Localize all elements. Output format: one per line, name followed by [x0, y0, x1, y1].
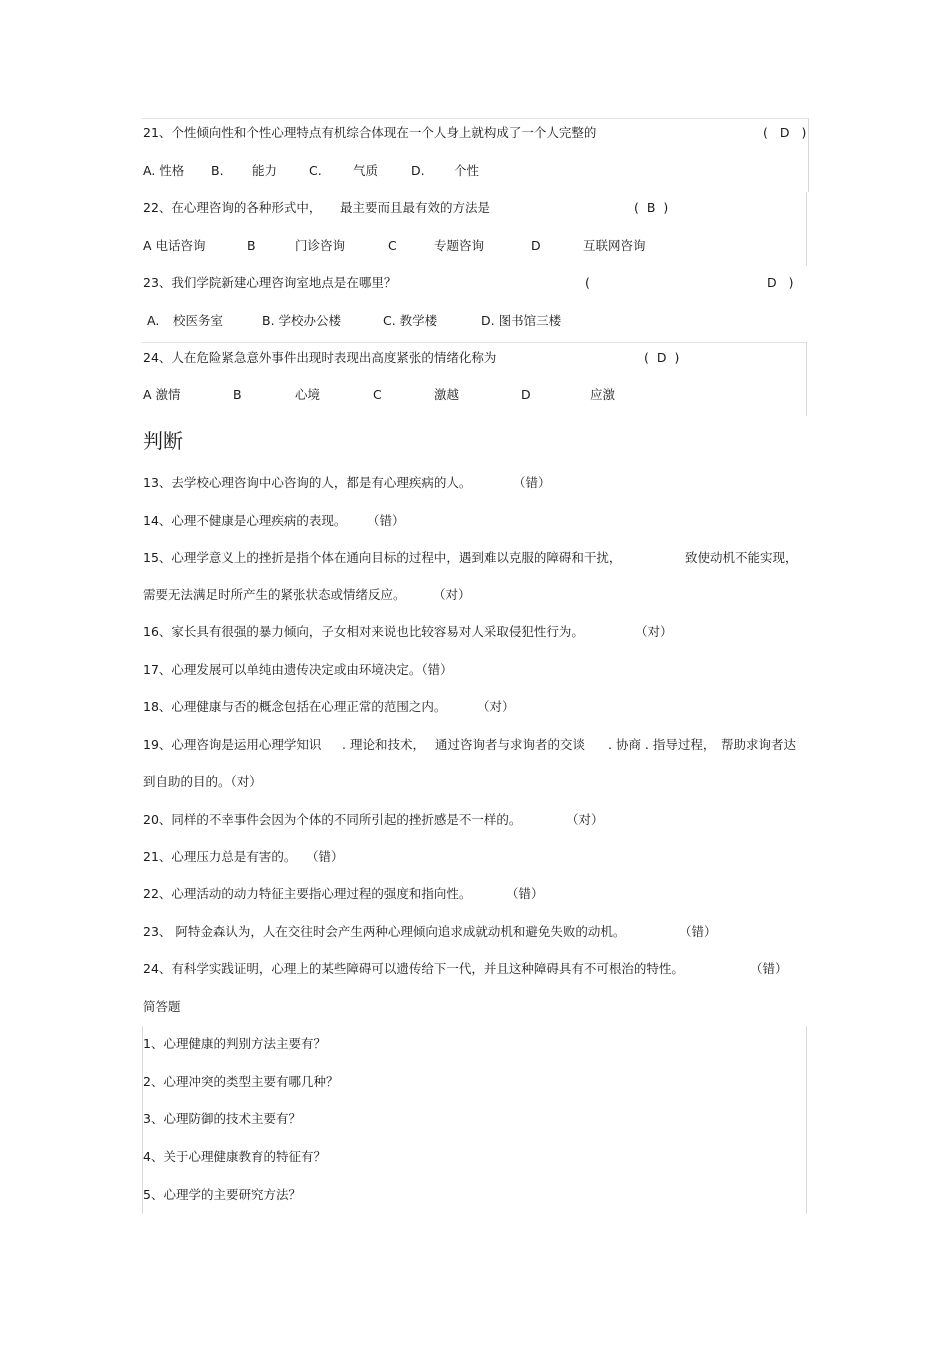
- judge-item-15-text-a: 15、心理学意义上的挫折是指个体在通向目标的过程中，遇到难以克服的障碍和干扰，: [143, 550, 622, 565]
- judge-item-17-text: 17、心理发展可以单纯由遗传决定或由环境决定。（错）: [143, 662, 453, 677]
- judge-item-24-answer: （错）: [750, 961, 788, 976]
- q22-option-b-letter: B: [247, 238, 256, 253]
- question-22-stem-b: 最主要而且最有效的方法是: [340, 200, 491, 215]
- question-22-answer: ( B ): [634, 200, 669, 215]
- q24-option-d-text: 应激: [590, 387, 616, 402]
- judge-item-22-text: 22、心理活动的动力特征主要指心理过程的强度和指向性。: [143, 886, 472, 901]
- table-border-right-q21: [808, 118, 809, 192]
- q23-option-d: D. 图书馆三楼: [481, 313, 562, 328]
- q23-option-c: C. 教学楼: [383, 313, 438, 328]
- q21-option-b-text: 能力: [252, 163, 278, 178]
- q24-option-b-text: 心境: [295, 387, 321, 402]
- question-24-answer: ( D ): [644, 350, 680, 365]
- judge-item-19-text-d: . 协商 . 指导过程，: [608, 737, 716, 752]
- judge-item-21-answer: （错）: [306, 849, 344, 864]
- table-border-top-q24: [142, 342, 806, 343]
- q22-option-b-text: 门诊咨询: [295, 238, 346, 253]
- table-border-right-short: [806, 1026, 807, 1214]
- question-23-answer-close: D ): [767, 275, 794, 290]
- q23-option-b: B. 学校办公楼: [262, 313, 342, 328]
- q21-option-a: A. 性格: [143, 163, 185, 178]
- judge-item-19-text-e: 帮助求询者达: [721, 737, 797, 752]
- q22-option-d-text: 互联网咨询: [583, 238, 646, 253]
- judge-item-20-text: 20、同样的不幸事件会因为个体的不同所引起的挫折感是不一样的。: [143, 812, 522, 827]
- judge-item-18-text: 18、心理健康与否的概念包括在心理正常的范围之内。: [143, 699, 447, 714]
- q22-option-a: A 电话咨询: [143, 238, 206, 253]
- question-21-answer: ( D ): [763, 125, 807, 140]
- judge-item-19-text-a: 19、心理咨询是运用心理学知识: [143, 737, 322, 752]
- question-23-answer-open: (: [585, 275, 590, 290]
- judge-item-20-answer: （对）: [566, 812, 604, 827]
- q21-option-d-letter: D.: [411, 163, 425, 178]
- q22-option-c-letter: C: [388, 238, 397, 253]
- q21-option-b-letter: B.: [211, 163, 224, 178]
- judge-item-22-answer: （错）: [506, 886, 544, 901]
- judge-item-16-text: 16、家长具有很强的暴力倾向，子女相对来说也比较容易对人采取侵犯性行为。: [143, 624, 584, 639]
- short-answer-item-4: 4、关于心理健康教育的特征有？: [143, 1149, 326, 1164]
- table-border-right-q24: [806, 342, 807, 416]
- judge-item-14-answer: （错）: [367, 513, 405, 528]
- question-24-stem: 24、人在危险紧急意外事件出现时表现出高度紧张的情绪化称为: [143, 350, 497, 365]
- q22-option-c-text: 专题咨询: [434, 238, 485, 253]
- judge-item-21-text: 21、心理压力总是有害的。: [143, 849, 297, 864]
- table-border-top-q21: [142, 118, 808, 119]
- q24-option-d-letter: D: [521, 387, 531, 402]
- judge-item-24-text: 24、有科学实践证明，心理上的某些障碍可以遗传给下一代，并且这种障碍具有不可根治的特性。: [143, 961, 684, 976]
- judge-item-13-answer: （错）: [513, 475, 551, 490]
- short-answer-item-1: 1、心理健康的判别方法主要有？: [143, 1036, 326, 1051]
- short-answer-item-3: 3、心理防御的技术主要有？: [143, 1111, 301, 1126]
- section-title-short-answer: 简答题: [143, 999, 181, 1014]
- judge-item-13-text: 13、去学校心理咨询中心咨询的人，都是有心理疾病的人。: [143, 475, 472, 490]
- q21-option-c-text: 气质: [353, 163, 379, 178]
- judge-item-15-answer: （对）: [433, 587, 471, 602]
- judge-item-14-text: 14、心理不健康是心理疾病的表现。: [143, 513, 347, 528]
- judge-item-15-text-b: 致使动机不能实现，: [685, 550, 798, 565]
- q24-option-c-text: 激越: [434, 387, 460, 402]
- judge-item-16-answer: （对）: [635, 624, 673, 639]
- q21-option-d-text: 个性: [454, 163, 480, 178]
- judge-item-18-answer: （对）: [477, 699, 515, 714]
- judge-item-19-text-c: 通过咨询者与求询者的交谈: [435, 737, 586, 752]
- q24-option-c-letter: C: [373, 387, 382, 402]
- judge-item-19-text-b: . 理论和技术，: [342, 737, 425, 752]
- q22-option-d-letter: D: [531, 238, 541, 253]
- q24-option-b-letter: B: [233, 387, 242, 402]
- question-23-stem: 23、我们学院新建心理咨询室地点是在哪里？: [143, 275, 397, 290]
- judge-item-19-text-f: 到自助的目的。（对）: [143, 774, 262, 789]
- q23-option-a-letter: A.: [147, 313, 160, 328]
- judge-item-23-answer: （错）: [679, 924, 717, 939]
- q23-option-a-text: 校医务室: [173, 313, 224, 328]
- table-border-right-q22: [806, 192, 807, 266]
- judge-item-23-text: 23、 阿特金森认为，人在交往时会产生两种心理倾向追求成就动机和避免失败的动机。: [143, 924, 626, 939]
- question-22-stem-a: 22、在心理咨询的各种形式中，: [143, 200, 322, 215]
- judge-item-15-text-c: 需要无法满足时所产生的紧张状态或情绪反应。: [143, 587, 406, 602]
- short-answer-item-5: 5、心理学的主要研究方法？: [143, 1187, 301, 1202]
- q24-option-a: A 激情: [143, 387, 181, 402]
- section-title-judge: 判断: [143, 429, 183, 453]
- short-answer-item-2: 2、心理冲突的类型主要有哪几种？: [143, 1074, 339, 1089]
- question-21-stem: 21、个性倾向性和个性心理特点有机综合体现在一个人身上就构成了一个人完整的: [143, 125, 597, 140]
- q21-option-c-letter: C.: [309, 163, 322, 178]
